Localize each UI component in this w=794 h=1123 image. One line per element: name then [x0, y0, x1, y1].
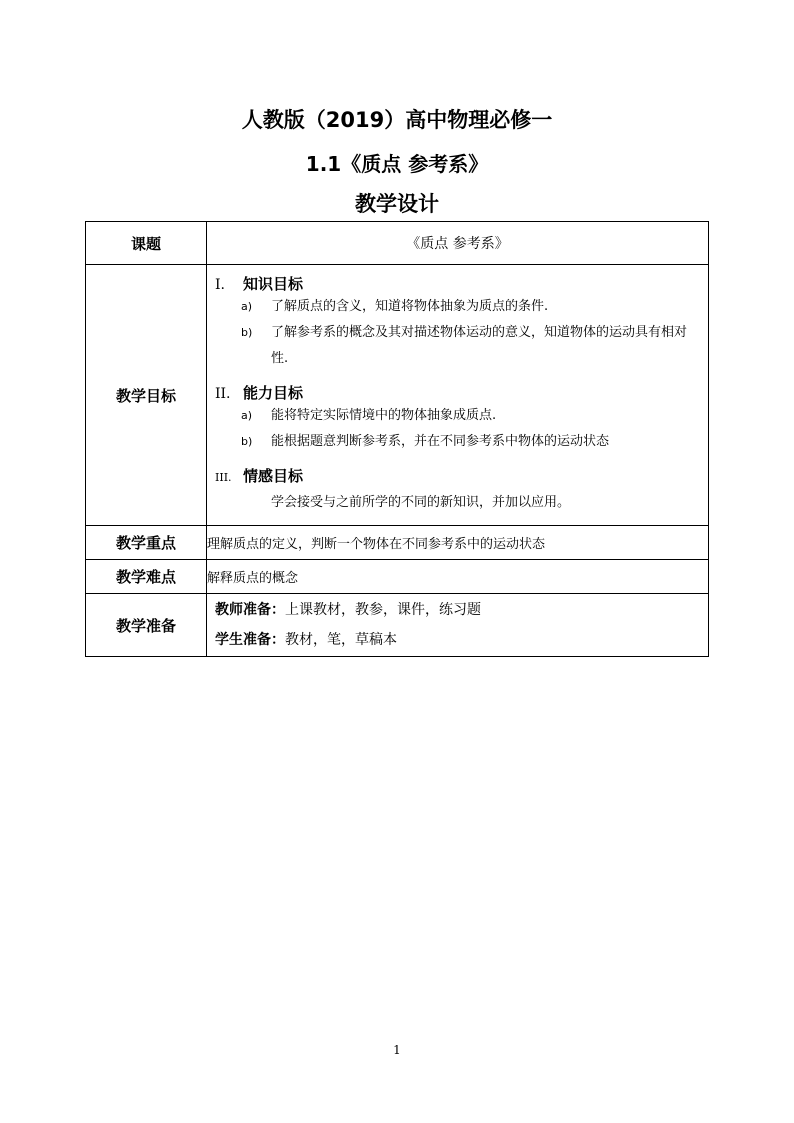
knowledge-objectives-heading: [215, 273, 702, 294]
student-prep-label: 学生准备：: [215, 632, 285, 648]
student-prep-value: 教材，笔，草稿本: [285, 632, 397, 648]
teacher-prep-label: 教师准备：: [215, 602, 285, 618]
item-text: 了解质点的含义，知道将物体抽象为质点的条件.: [271, 298, 549, 314]
item-marker: b): [241, 325, 253, 339]
ability-objectives-heading: [215, 382, 702, 403]
row-label-key-points: 教学重点: [86, 526, 207, 560]
table-row: [86, 594, 709, 657]
objectives-cell: [207, 265, 709, 526]
table-row: [86, 526, 709, 560]
section-numeral: II.: [215, 385, 231, 402]
table-row: [86, 265, 709, 526]
section-title: 能力目标: [243, 383, 304, 402]
item-marker: a): [241, 408, 253, 422]
table-row: [86, 560, 709, 594]
item-marker: b): [241, 434, 253, 448]
teacher-preparation: [207, 595, 708, 625]
lesson-title: 1.1《质点 参考系》: [305, 152, 489, 176]
document-title: 人教版（2019）高中物理必修一: [241, 108, 553, 132]
list-item: [241, 294, 702, 320]
preparation-cell: [207, 594, 709, 657]
row-label-course-title: 课题: [86, 222, 207, 265]
row-label-preparation: 教学准备: [86, 594, 207, 657]
section-numeral: I.: [215, 276, 225, 293]
section-text: 学会接受与之前所学的不同的新知识，并加以应用。: [271, 494, 571, 510]
section-numeral: III.: [215, 470, 232, 484]
student-preparation: [207, 625, 708, 655]
teacher-prep-value: 上课教材，教参，课件，练习题: [285, 602, 481, 618]
item-text: 能将特定实际情境中的物体抽象成质点.: [271, 407, 497, 423]
list-item: [241, 320, 702, 372]
section-title: 情感目标: [243, 466, 304, 485]
document-subtitle: 教学设计: [355, 192, 439, 216]
course-title-value: 《质点 参考系》: [207, 222, 709, 265]
page-number: 1: [393, 1043, 401, 1057]
list-item: [241, 429, 702, 455]
row-label-difficulties: 教学难点: [86, 560, 207, 594]
section-title: 知识目标: [243, 274, 304, 293]
lesson-plan-table: [85, 221, 709, 657]
table-row: [86, 222, 709, 265]
list-item: [241, 403, 702, 429]
item-marker: a): [241, 299, 253, 313]
emotional-objectives-heading: [215, 465, 702, 486]
difficulties-value: 解释质点的概念: [207, 560, 709, 594]
key-points-value: 理解质点的定义，判断一个物体在不同参考系中的运动状态: [207, 526, 709, 560]
row-label-objectives: 教学目标: [86, 265, 207, 526]
item-text: 了解参考系的概念及其对描述物体运动的意义，知道物体的运动具有相对性.: [271, 324, 688, 366]
item-text: 能根据题意判断参考系，并在不同参考系中物体的运动状态: [271, 433, 610, 449]
